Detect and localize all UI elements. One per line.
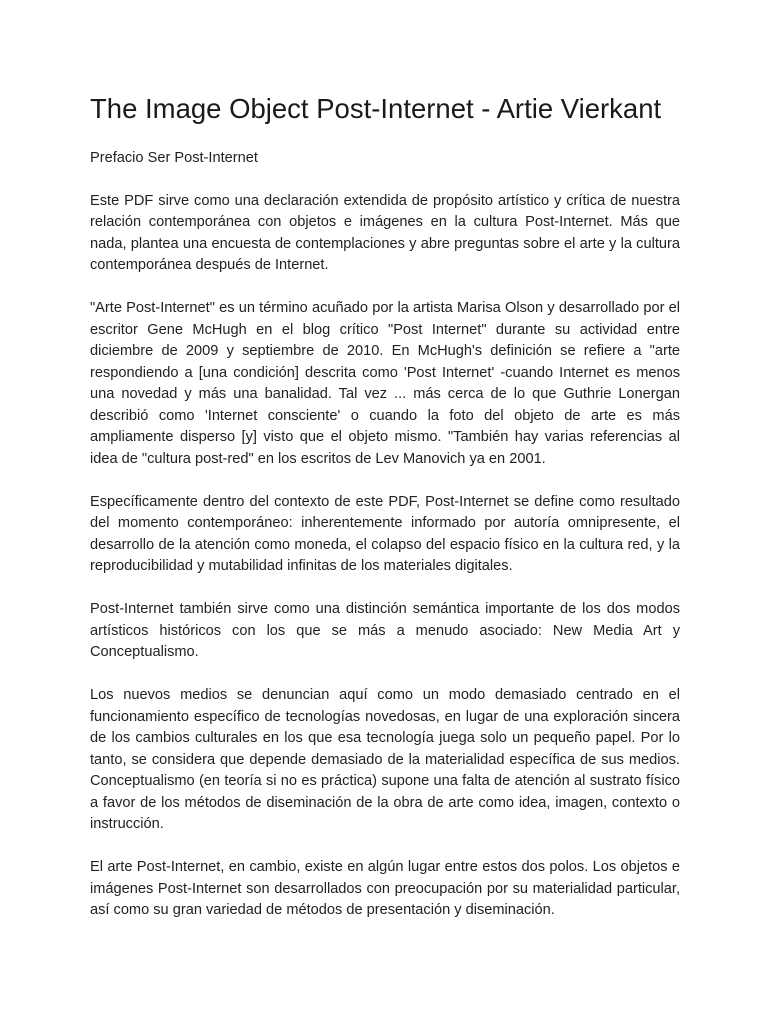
paragraph-definition: Específicamente dentro del contexto de este PDF, Post-Internet se define como resultado del momento contemporáneo: inherentemente informado por autoría omnipresente, el desarrollo de la atención como moneda, el colapso del espacio físico en la cultura red, y la reproducibilidad y mutabilidad infinitas de los materiales digitales. [90, 493, 680, 574]
paragraph-post-internet-art: El arte Post-Internet, en cambio, existe en algún lugar entre estos dos polos. Los objetos e imágenes Post-Internet son desarrollados con preocupación por su materialidad particular, así como su gran variedad de métodos de presentación y diseminación. [90, 859, 680, 918]
paragraph-term-origin: "Arte Post-Internet" es un término acuñado por la artista Marisa Olson y desarrollado por el escritor Gene McHugh en el blog crítico "Post Internet" durante su actividad entre diciembre de 2009 y septiembre de 2010. En McHugh's definición se refiere a "arte respondiendo a [una condición] descrita como 'Post Internet' -cuando Internet es menos una novedad y más una banalidad. Tal vez ... más cerca de lo que Guthrie Lonergan describió como 'Internet consciente' o cuando la foto del objeto de arte es más ampliamente disperso [y] visto que el objeto mismo. "También hay varias referencias al idea de "cultura post-red" en los escritos de Lev Manovich ya en 2001. [90, 300, 680, 467]
paragraph-intro: Este PDF sirve como una declaración extendida de propósito artístico y crítica de nuestra relación contemporánea con objetos e imágenes en la cultura Post-Internet. Más que nada, plantea una encuesta de contemplaciones y abre preguntas sobre el arte y la cultura contemporánea después de Internet. [90, 192, 680, 273]
document-subtitle: Prefacio Ser Post-Internet [90, 150, 258, 166]
paragraph-new-media: Los nuevos medios se denuncian aquí como un modo demasiado centrado en el funcionamiento específico de tecnologías novedosas, en lugar de una exploración sincera de los cambios culturales en los que esa tecnología juega solo un pequeño papel. Por lo tanto, se considera que depende demasiado de la materialidad específica de sus medios. Conceptualismo (en teoría si no es práctica) supone una falta de atención al sustrato físico a favor de los métodos de diseminación de la obra de arte como idea, imagen, contexto o instrucción. [90, 687, 680, 832]
document-title: The Image Object Post-Internet - Artie Vierkant [90, 93, 662, 124]
paragraph-distinction: Post-Internet también sirve como una distinción semántica importante de los dos modos artísticos históricos con los que se más a menudo asociado: New Media Art y Conceptualismo. [90, 601, 680, 660]
